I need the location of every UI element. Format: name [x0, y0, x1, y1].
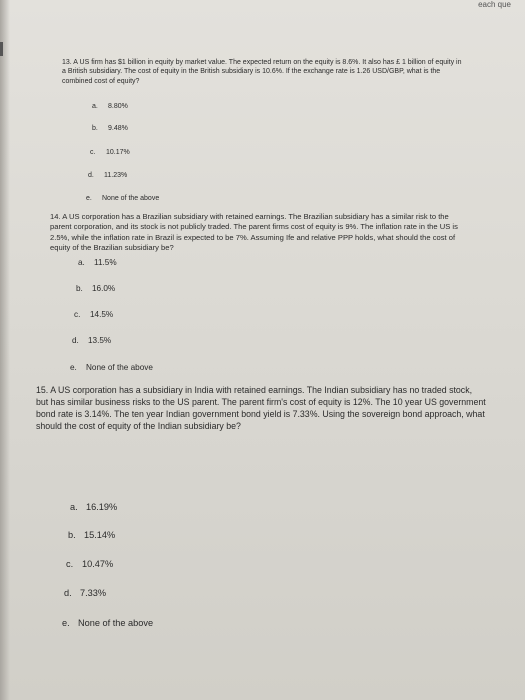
question-15-text: [36, 385, 486, 433]
question-13-body: A US firm has $1 billion in equity by market value. The expected return on the equity is 8.6%. It also has £ 1 billion of equity in a British subsidiary. The cost of equity in the British subsidiary is 10.6%. If the exchange rate is 1.26 USD/GBP, what is the combined cost of equity?: [62, 59, 462, 85]
q14-option-d[interactable]: d. 13.5%: [72, 336, 112, 345]
q15-option-b[interactable]: b. 15.14%: [68, 530, 116, 540]
q13-option-e[interactable]: e. None of the above: [86, 195, 160, 202]
question-13-number: 13.: [62, 59, 72, 66]
question-13: [62, 58, 462, 86]
question-15: [36, 385, 486, 433]
header-fragment: each que: [478, 0, 511, 9]
question-13-text: [62, 58, 462, 86]
question-14-body: A US corporation has a Brazilian subsidiary with retained earnings. The Brazilian subsidiary has a similar risk to the parent corporation, and its stock is not publicly traded. The parent firms cost of equity is 9%. The inflation rate in the US is 2.5%, while the inflation rate in Brazil is expected to be 7%. Assuming Ife and relative PPP holds, what should the cost of equity of the Brazilian subsidiary be?: [50, 212, 458, 252]
binding-mark: [0, 42, 3, 56]
q15-option-e[interactable]: e. None of the above: [62, 618, 154, 628]
q15-option-c[interactable]: c. 10.47%: [66, 559, 114, 569]
q14-option-b[interactable]: b. 16.0%: [76, 284, 116, 293]
q13-option-b[interactable]: b. 9.48%: [92, 125, 128, 132]
q13-option-d[interactable]: d. 11.23%: [88, 172, 128, 179]
q15-option-a[interactable]: a. 16.19%: [70, 502, 118, 512]
q14-option-a[interactable]: a. 11.5%: [78, 258, 117, 267]
question-15-body: A US corporation has a subsidiary in India with retained earnings. The Indian subsidiary has no traded stock, but has similar business risks to the US parent. The parent firm's cost of equity is 12%. The 10 year US government bond rate is 3.14%. The ten year Indian government bond yield is 7.33%. Using the sovereign bond approach, what should the cost of equity of the Indian subsidiary be?: [36, 385, 486, 431]
q15-option-d[interactable]: d. 7.33%: [64, 588, 107, 598]
q13-option-a[interactable]: a. 8.80%: [92, 103, 128, 110]
page-fold-shadow: [0, 0, 10, 700]
question-14-text: [50, 212, 470, 253]
question-15-number: 15.: [36, 385, 49, 395]
question-14: [50, 212, 470, 253]
question-14-number: 14.: [50, 212, 61, 221]
q14-option-e[interactable]: e. None of the above: [70, 363, 153, 372]
q14-option-c[interactable]: c. 14.5%: [74, 310, 114, 319]
q13-option-c[interactable]: c. 10.17%: [90, 149, 130, 156]
